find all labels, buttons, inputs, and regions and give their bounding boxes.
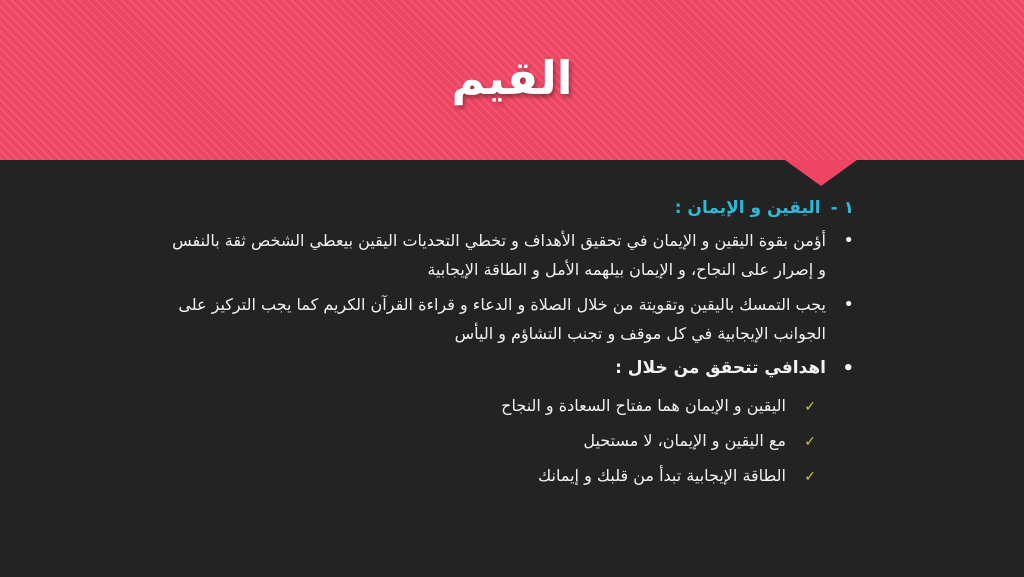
banner-notch	[785, 160, 857, 186]
check-text: مع اليقين و الإيمان، لا مستحيل	[583, 431, 786, 450]
check-mark-icon: ✓	[804, 434, 816, 450]
section-number: ١ -	[830, 198, 854, 218]
bullet-text: يجب التمسك باليقين وتقويتة من خلال الصلاة و الدعاء و قراءة القرآن الكريم كما يجب التركيز على الجوانب الإيجابية في كل موقف و تجنب التشاؤم و اليأس	[178, 295, 826, 343]
bullet-item-heading	[160, 354, 854, 383]
check-text: الطاقة الإيجابية تبدأ من قلبك و إيمانك	[538, 466, 786, 485]
bullet-text: اهدافي تتحقق من خلال :	[615, 358, 826, 378]
section-heading-text: اليقين و الإيمان :	[674, 198, 821, 218]
slide-content	[160, 194, 854, 494]
bullet-item	[160, 226, 854, 284]
bullet-dot-icon: •	[843, 294, 854, 315]
check-mark-icon: ✓	[804, 469, 816, 485]
bullet-dot-icon: •	[842, 358, 854, 379]
slide-title: القيم	[451, 51, 573, 105]
check-list	[160, 389, 816, 493]
bullet-text: أؤمن بقوة اليقين و الإيمان في تحقيق الأهداف و تخطي التحديات اليقين بيعطي الشخص ثقة بالنفس و إصرار على النجاح، و الإيمان بيلهمه الأمل و الطاقة الإيجابية	[172, 231, 826, 279]
check-item	[160, 389, 816, 423]
check-item	[160, 424, 816, 458]
check-mark-icon: ✓	[804, 399, 816, 415]
bullet-dot-icon: •	[843, 230, 854, 251]
check-text: اليقين و الإيمان هما مفتاح السعادة و النجاح	[501, 396, 786, 415]
check-item	[160, 459, 816, 493]
bullet-item	[160, 290, 854, 348]
section-heading	[160, 194, 854, 222]
